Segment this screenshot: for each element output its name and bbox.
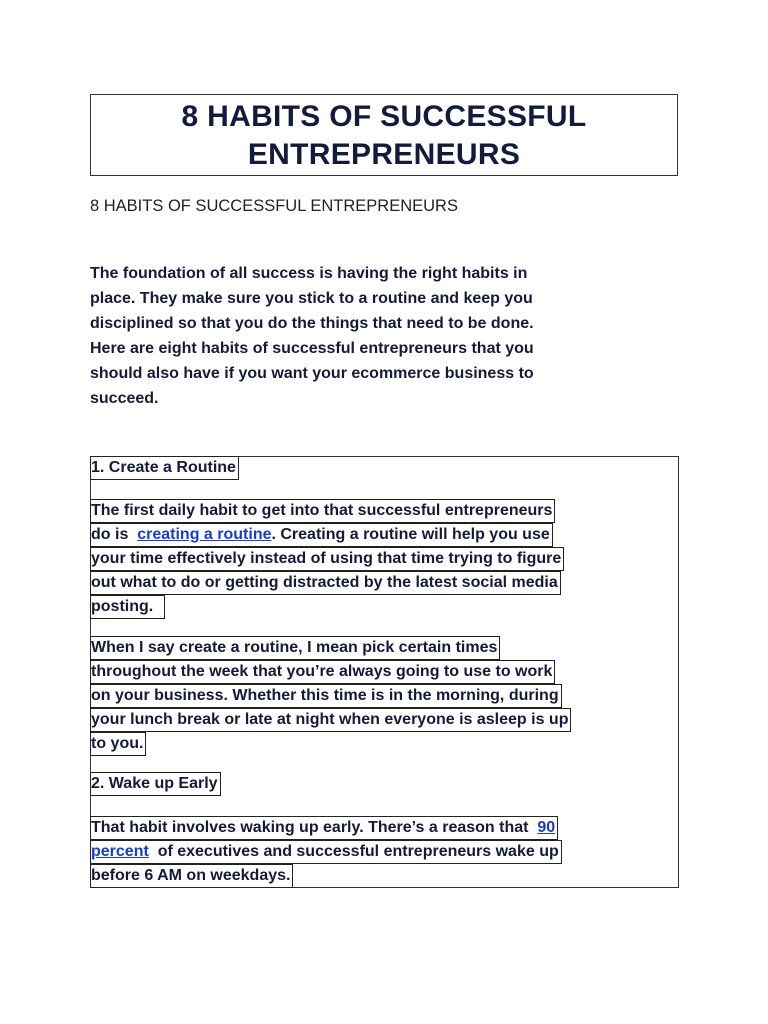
- section-1-p1-line-3: your time effectively instead of using that time trying to figure: [90, 547, 564, 571]
- subtitle: 8 HABITS OF SUCCESSFUL ENTREPRENEURS: [90, 197, 458, 215]
- title-line-1: 8 HABITS OF SUCCESSFUL: [181, 100, 587, 133]
- section-1-p1-line-5: posting.: [90, 595, 165, 619]
- page-title: [91, 95, 677, 174]
- text-segment: That habit involves waking up early. There’s a reason that: [91, 819, 538, 836]
- section-2-p1-line-1: [90, 816, 558, 840]
- creating-a-routine-link[interactable]: creating a routine: [137, 526, 272, 543]
- title-box: [90, 94, 678, 176]
- section-2-heading: 2. Wake up Early: [90, 772, 221, 796]
- section-2-p1-line-3: before 6 AM on weekdays.: [90, 864, 293, 888]
- text-segment: do is: [91, 526, 138, 543]
- intro-paragraph: [90, 261, 670, 411]
- text-segment: . Creating a routine will help you use: [271, 526, 550, 543]
- section-1-p2-line-4: your lunch break or late at night when everyone is asleep is up: [90, 708, 571, 732]
- text-segment: of executives and successful entrepreneurs wake up: [148, 843, 559, 860]
- intro-line: place. They make sure you stick to a routine and keep you: [90, 290, 533, 307]
- section-1-p2-line-3: on your business. Whether this time is in the morning, during: [90, 684, 562, 708]
- intro-line: succeed.: [90, 390, 159, 407]
- intro-line: The foundation of all success is having the right habits in: [90, 265, 528, 282]
- section-1-p2-line-2: throughout the week that you’re always going to use to work: [90, 660, 555, 684]
- section-1-p1-line-2: [90, 523, 553, 547]
- intro-line: Here are eight habits of successful entrepreneurs that you: [90, 340, 534, 357]
- section-1-p1-line-4: out what to do or getting distracted by the latest social media: [90, 571, 561, 595]
- section-1-p2-line-1: When I say create a routine, I mean pick certain times: [90, 636, 500, 660]
- section-1-heading: 1. Create a Routine: [90, 456, 239, 480]
- 90-percent-link[interactable]: percent: [91, 843, 149, 860]
- 90-percent-link[interactable]: 90: [537, 819, 556, 836]
- section-2-p1-line-2: [90, 840, 562, 864]
- section-1-p1-line-1: The first daily habit to get into that successful entrepreneurs: [90, 499, 555, 523]
- section-1-p2-line-5: to you.: [90, 732, 146, 756]
- title-line-2: ENTREPRENEURS: [247, 138, 521, 171]
- intro-line: should also have if you want your ecommerce business to: [90, 365, 534, 382]
- intro-line: disciplined so that you do the things that need to be done.: [90, 315, 534, 332]
